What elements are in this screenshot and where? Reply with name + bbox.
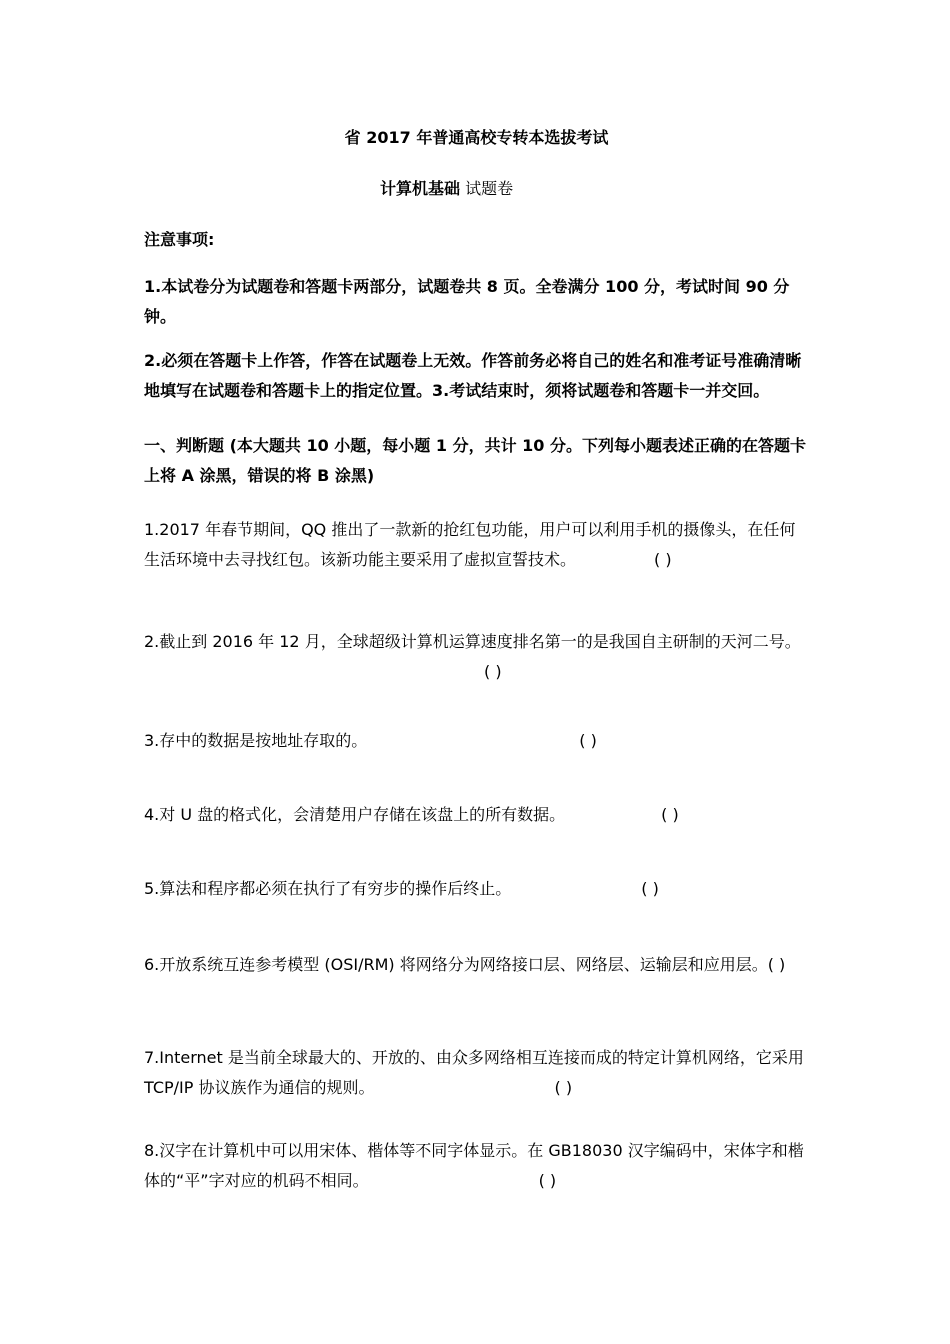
exam-subtitle: [380, 177, 513, 201]
section-heading: 一、判断题 (本大题共 10 小题，每小题 1 分，共计 10 分。下列每小题表述正确的在答题卡上将 A 涂黑，错误的将 B 涂黑): [144, 436, 806, 485]
note-item-2: 2.必须在答题卡上作答，作答在试题卷上无效。作答前务必将自己的姓名和准考证号准确清晰地填写在试题卷和答题卡上的指定位置。3.考试结束时，须将试题卷和答题卡一并交回。: [144, 351, 802, 400]
notes-heading: 注意事项:: [144, 230, 215, 249]
question-text: 5.算法和程序都必须在执行了有穷步的操作后终止。: [144, 879, 512, 898]
question-text: 3.存中的数据是按地址存取的。: [144, 731, 368, 750]
question-text: 7.Internet 是当前全球最大的、开放的、由众多网络相互连接而成的特定计算机网络，它采用 TCP/IP 协议族作为通信的规则。: [144, 1048, 804, 1097]
answer-parentheses: ( ): [538, 1171, 557, 1190]
question-4: [144, 800, 809, 830]
answer-parentheses: ( ): [554, 1078, 573, 1097]
question-text: 2.截止到 2016 年 12 月，全球超级计算机运算速度排名第一的是我国自主研制的天河二号。: [144, 632, 801, 651]
question-7: [144, 1043, 809, 1103]
answer-parentheses: ( ): [661, 805, 679, 824]
answer-parentheses: ( ): [579, 731, 597, 750]
answer-parentheses: ( ): [484, 662, 502, 681]
question-5: [144, 874, 809, 904]
question-8: [144, 1136, 809, 1196]
answer-parentheses: ( ): [767, 955, 786, 974]
note-item-1: 1.本试卷分为试题卷和答题卡两部分，试题卷共 8 页。全卷满分 100 分，考试时间 90 分钟。: [144, 277, 790, 326]
question-text: 1.2017 年春节期间，QQ 推出了一款新的抢红包功能，用户可以利用手机的摄像头，在任何生活环境中去寻找红包。该新功能主要采用了虚拟宣誓技术。: [144, 520, 796, 569]
paper-type: 试题卷: [460, 179, 514, 198]
question-6: [144, 950, 809, 980]
answer-parentheses: ( ): [641, 879, 659, 898]
question-1: [144, 515, 809, 575]
answer-parentheses: ( ): [654, 550, 672, 569]
subject-name: 计算机基础: [380, 179, 461, 198]
exam-title: 省 2017 年普通高校专转本选拔考试: [344, 128, 609, 147]
question-text: 4.对 U 盘的格式化，会清楚用户存储在该盘上的所有数据。: [144, 805, 566, 824]
question-text: 8.汉字在计算机中可以用宋体、楷体等不同字体显示。在 GB18030 汉字编码中，宋体字和楷体的“平”字对应的机码不相同。: [144, 1141, 804, 1190]
question-text: 6.开放系统互连参考模型 (OSI/RM) 将网络分为网络接口层、网络层、运输层和应用层。: [144, 955, 768, 974]
question-2: [144, 627, 809, 687]
question-3: [144, 726, 809, 756]
